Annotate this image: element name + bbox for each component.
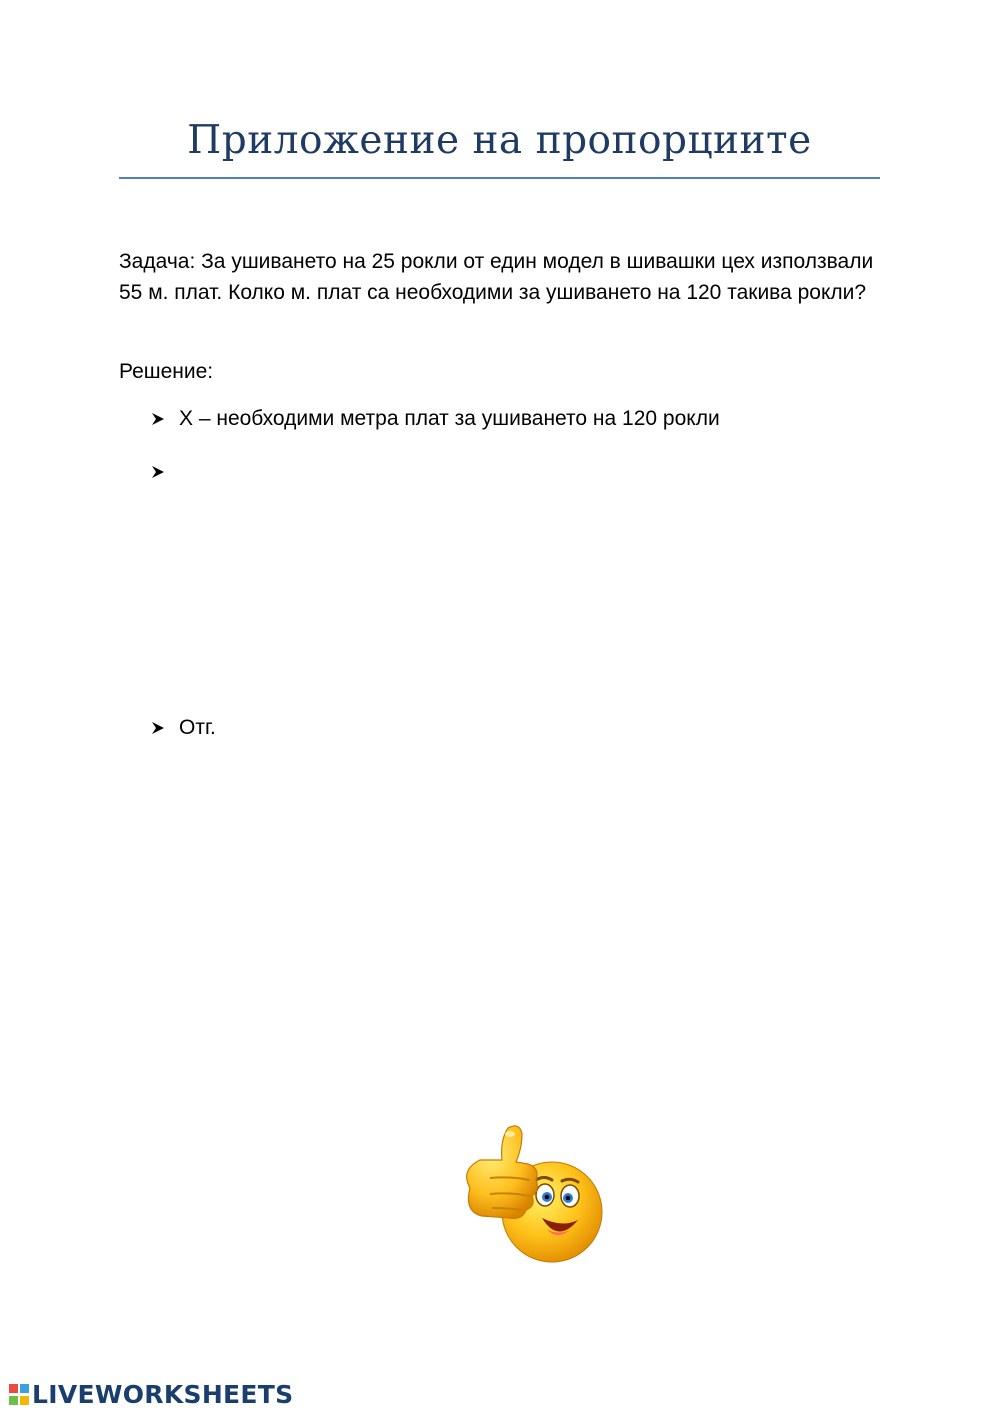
liveworksheets-logo[interactable] [8, 1380, 293, 1409]
bullet-item-empty[interactable] [150, 464, 179, 480]
thumbs-up-smiley-icon [450, 1120, 610, 1270]
solution-label: Решение: [119, 360, 214, 383]
bullet-item-definition [150, 403, 720, 434]
arrowhead-bullet-icon [150, 411, 166, 427]
title-underline [119, 177, 880, 179]
task-text: Задача: За ушиването на 25 рокли от един модел в шивашки цех използвали 55 м. плат. Колко м. плат са необходими за ушиването на 120 такива рокли? [119, 250, 874, 304]
arrowhead-bullet-icon [150, 464, 166, 480]
bullet-text: Отг. [179, 716, 216, 739]
page-title: Приложение на пропорциите [187, 118, 812, 163]
bullet-item-answer [150, 712, 216, 743]
arrowhead-bullet-icon [150, 720, 166, 736]
liveworksheets-logo-icon [8, 1383, 30, 1407]
bullet-text: X – необходими метра плат за ушиването на 120 рокли [179, 407, 720, 430]
logo-text: LIVEWORKSHEETS [32, 1380, 294, 1409]
